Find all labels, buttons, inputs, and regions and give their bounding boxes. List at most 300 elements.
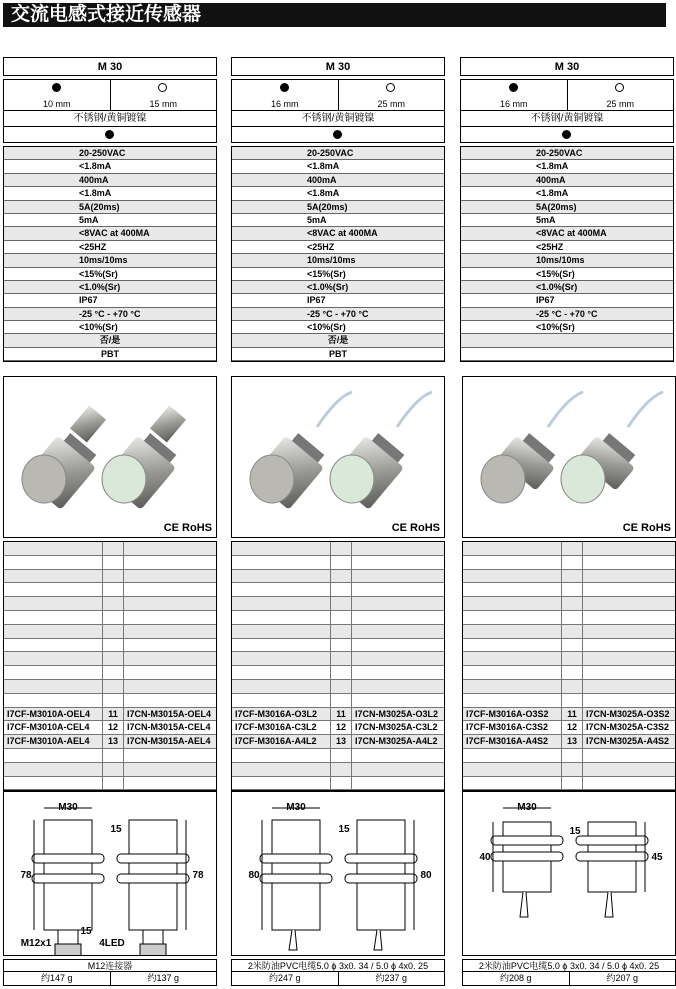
spec-row: 20-250VAC <box>4 147 216 160</box>
model-code <box>124 680 216 693</box>
model-code <box>232 597 330 610</box>
spec-row: -25 °C - +70 °C <box>232 308 444 321</box>
spec-row: <8VAC at 400MA <box>461 227 673 240</box>
flush-distance <box>461 80 567 110</box>
model-code <box>583 749 675 762</box>
filled-circle-icon <box>333 130 342 139</box>
model-code <box>463 652 561 665</box>
model-code: I7CN-M3015A-CEL4 <box>127 722 211 733</box>
model-code <box>583 680 675 693</box>
nonflush-distance-value: 25 mm <box>606 99 634 109</box>
model-code: I7CN-M3015A-AEL4 <box>127 736 211 747</box>
model-code <box>232 583 330 596</box>
wiring-code <box>561 749 583 762</box>
wiring-code: 13 <box>102 735 124 748</box>
wiring-code <box>561 570 583 583</box>
spec-row: <15%(Sr) <box>461 268 673 281</box>
wiring-code <box>561 666 583 679</box>
table-row <box>232 680 444 694</box>
model-code <box>583 694 675 707</box>
table-row <box>4 666 216 680</box>
table-row <box>463 735 675 749</box>
table-row <box>232 639 444 653</box>
model-code <box>4 611 102 624</box>
model-code <box>352 666 444 679</box>
table-row <box>4 570 216 584</box>
model-code <box>4 542 102 555</box>
model-code <box>583 625 675 638</box>
model-code: I7CF-M3010A-AEL4 <box>7 736 90 747</box>
wiring-code <box>102 542 124 555</box>
spec-row: 10ms/10ms <box>232 254 444 267</box>
spec-row: <1.8mA <box>232 160 444 173</box>
wiring-code <box>102 763 124 776</box>
model-code <box>4 639 102 652</box>
model-code: I7CN-M3025A-A4S2 <box>586 736 670 747</box>
model-code <box>352 556 444 569</box>
model-code <box>352 625 444 638</box>
model-size: M 30 <box>231 57 445 76</box>
model-code <box>232 777 330 790</box>
dim-height-right: 45 <box>651 852 663 863</box>
flush-distance <box>232 80 338 110</box>
wiring-code <box>561 625 583 638</box>
wiring-code <box>561 777 583 790</box>
model-code <box>463 666 561 679</box>
wiring-code <box>102 597 124 610</box>
model-code <box>4 570 102 583</box>
table-row <box>463 763 675 777</box>
table-row <box>4 625 216 639</box>
spec-row: PBT <box>4 348 216 361</box>
table-row <box>232 708 444 722</box>
table-row <box>4 680 216 694</box>
model-code <box>463 556 561 569</box>
wiring-code <box>330 749 352 762</box>
table-row <box>232 666 444 680</box>
connection-type: 2米防油PVC电缆5.0 ϕ 3x0. 34 / 5.0 ϕ 4x0. 25 <box>231 959 445 972</box>
sensor-outline <box>32 820 104 955</box>
spec-row: <10%(Sr) <box>4 321 216 334</box>
wiring-code <box>330 694 352 707</box>
weight-row <box>3 972 217 986</box>
model-code: I7CF-M3016A-C3S2 <box>466 722 549 733</box>
spec-row: 5mA <box>232 214 444 227</box>
model-code <box>583 597 675 610</box>
model-code <box>4 597 102 610</box>
wiring-code: 12 <box>330 721 352 734</box>
dim-height-left: 40 <box>479 852 491 863</box>
model-code: I7CF-M3016A-O3S2 <box>466 708 549 719</box>
model-code <box>232 639 330 652</box>
nonflush-distance-value: 25 mm <box>377 99 405 109</box>
table-row <box>232 583 444 597</box>
empty-circle-icon <box>615 83 624 92</box>
spec-row: IP67 <box>461 294 673 307</box>
wiring-code <box>561 611 583 624</box>
table-row <box>463 542 675 556</box>
model-size: M 30 <box>460 57 674 76</box>
wiring-code <box>330 777 352 790</box>
empty-circle-icon <box>386 83 395 92</box>
spec-row: 否/是 <box>4 334 216 347</box>
model-code <box>583 639 675 652</box>
connection-type: 2米防油PVC电缆5.0 ϕ 3x0. 34 / 5.0 ϕ 4x0. 25 <box>462 959 676 972</box>
table-row <box>4 542 216 556</box>
model-code: I7CN-M3025A-C3L2 <box>355 722 438 733</box>
filled-circle-icon <box>52 83 61 92</box>
table-row <box>4 708 216 722</box>
table-row <box>463 583 675 597</box>
table-row <box>4 749 216 763</box>
spec-row: <25HZ <box>4 241 216 254</box>
sensor-image <box>561 392 663 503</box>
connection-type: M12连接器 <box>3 959 217 972</box>
sensor-outline <box>491 822 563 917</box>
table-row <box>4 597 216 611</box>
table-row <box>232 542 444 556</box>
model-code <box>124 763 216 776</box>
weight-row <box>231 972 445 986</box>
nonflush-distance <box>338 80 445 110</box>
spec-row: 400mA <box>232 174 444 187</box>
wiring-code <box>330 556 352 569</box>
model-code <box>4 749 102 762</box>
model-code <box>124 597 216 610</box>
model-code <box>4 652 102 665</box>
model-code: I7CF-M3016A-A4S2 <box>466 736 549 747</box>
model-code <box>352 639 444 652</box>
led-label: 4LED <box>99 938 125 949</box>
spec-row: <1.8mA <box>461 187 673 200</box>
flush-distance <box>4 80 110 110</box>
model-code <box>352 597 444 610</box>
order-code-table <box>3 541 217 791</box>
spec-list <box>231 146 445 362</box>
model-code <box>124 749 216 762</box>
model-code <box>4 666 102 679</box>
model-code <box>352 611 444 624</box>
wiring-code <box>102 694 124 707</box>
model-code: I7CN-M3015A-OEL4 <box>127 708 212 719</box>
model-code <box>463 777 561 790</box>
model-code <box>583 611 675 624</box>
table-row <box>463 666 675 680</box>
model-code: I7CF-M3016A-A4L2 <box>235 736 317 747</box>
flush-distance-value: 16 mm <box>270 99 299 109</box>
model-code <box>124 694 216 707</box>
spec-row <box>461 348 673 361</box>
wiring-code <box>102 639 124 652</box>
model-code <box>352 777 444 790</box>
spec-row: 10ms/10ms <box>4 254 216 267</box>
table-row <box>232 597 444 611</box>
spec-row: <10%(Sr) <box>232 321 444 334</box>
wiring-code <box>330 666 352 679</box>
model-code <box>352 570 444 583</box>
thread-label: M12x1 <box>20 938 52 949</box>
spec-row: <1.0%(Sr) <box>4 281 216 294</box>
wiring-code: 13 <box>561 735 583 748</box>
wiring-code <box>561 763 583 776</box>
dim-height-right: 80 <box>420 870 432 881</box>
sensing-distance <box>231 79 445 111</box>
wiring-code: 11 <box>561 708 583 721</box>
model-code <box>352 763 444 776</box>
sensing-distance <box>3 79 217 111</box>
wiring-code <box>330 763 352 776</box>
dim-diameter: M30 <box>517 802 537 813</box>
filled-circle-icon <box>105 130 114 139</box>
model-code <box>232 666 330 679</box>
model-code <box>124 556 216 569</box>
order-code-table <box>462 541 676 791</box>
wiring-code <box>102 666 124 679</box>
model-code <box>232 694 330 707</box>
model-code <box>124 777 216 790</box>
wiring-code <box>102 680 124 693</box>
table-row <box>4 652 216 666</box>
model-code <box>232 625 330 638</box>
spec-row: <1.0%(Sr) <box>461 281 673 294</box>
dimension-drawing <box>462 791 676 956</box>
wiring-code <box>330 625 352 638</box>
filled-circle-icon <box>280 83 289 92</box>
model-code <box>4 625 102 638</box>
model-code <box>463 694 561 707</box>
table-row <box>4 583 216 597</box>
wiring-code <box>102 570 124 583</box>
model-code <box>232 763 330 776</box>
wiring-code <box>102 556 124 569</box>
dim-offset: 15 <box>569 826 581 837</box>
wiring-code <box>561 680 583 693</box>
wiring-code <box>330 597 352 610</box>
model-code <box>124 583 216 596</box>
filled-circle-icon <box>509 83 518 92</box>
sensor-image <box>330 392 432 510</box>
table-row <box>4 777 216 791</box>
model-code <box>352 542 444 555</box>
wiring-code: 13 <box>330 735 352 748</box>
spec-row: 否/是 <box>232 334 444 347</box>
spec-row: <1.8mA <box>4 187 216 200</box>
wiring-code <box>561 597 583 610</box>
model-code <box>352 694 444 707</box>
weight-value: 约207 g <box>569 972 676 985</box>
housing-material: 不锈钢/黄铜镀镍 <box>3 111 217 127</box>
model-code <box>124 542 216 555</box>
weight-value: 约237 g <box>338 972 445 985</box>
model-code <box>583 583 675 596</box>
sensing-distance <box>460 79 674 111</box>
wiring-code <box>561 556 583 569</box>
flush-distance-value: 16 mm <box>499 99 528 109</box>
weight-value: 约208 g <box>499 973 532 983</box>
page-title: 交流电感式接近传感器 <box>3 3 666 27</box>
model-code: I7CF-M3016A-O3L2 <box>235 708 318 719</box>
product-column <box>231 57 445 362</box>
nonflush-distance <box>110 80 217 110</box>
spec-row: 5A(20ms) <box>232 201 444 214</box>
table-row <box>463 694 675 708</box>
spec-row: <8VAC at 400MA <box>232 227 444 240</box>
sensor-outline <box>576 822 648 917</box>
model-code <box>4 556 102 569</box>
spec-row: 20-250VAC <box>461 147 673 160</box>
flush-mount-indicator <box>460 127 674 143</box>
spec-row: 5mA <box>4 214 216 227</box>
spec-row: <25HZ <box>461 241 673 254</box>
wiring-code <box>330 570 352 583</box>
table-row <box>232 611 444 625</box>
model-code: I7CF-M3010A-OEL4 <box>7 708 91 719</box>
table-row <box>463 777 675 791</box>
table-row <box>463 749 675 763</box>
ce-rohs-mark: CE RoHS <box>391 522 440 534</box>
product-photo <box>3 376 217 538</box>
table-row <box>232 777 444 791</box>
spec-row: <1.8mA <box>232 187 444 200</box>
spec-row: IP67 <box>232 294 444 307</box>
spec-list <box>3 146 217 362</box>
product-column <box>3 57 217 362</box>
model-code <box>124 625 216 638</box>
wiring-code <box>102 652 124 665</box>
table-row <box>463 708 675 722</box>
wiring-code: 12 <box>102 721 124 734</box>
model-code <box>583 570 675 583</box>
model-code <box>463 583 561 596</box>
dim-height-left: 80 <box>248 870 260 881</box>
model-code <box>463 639 561 652</box>
model-code <box>463 749 561 762</box>
housing-material: 不锈钢/黄铜镀镍 <box>231 111 445 127</box>
filled-circle-icon <box>562 130 571 139</box>
wiring-code <box>102 749 124 762</box>
wiring-code <box>330 652 352 665</box>
weight-value: 约147 g <box>40 973 73 983</box>
wiring-code <box>561 694 583 707</box>
model-size: M 30 <box>3 57 217 76</box>
model-code <box>583 542 675 555</box>
table-row <box>4 763 216 777</box>
table-row <box>463 556 675 570</box>
model-code <box>463 625 561 638</box>
order-code-table <box>231 541 445 791</box>
wiring-code <box>102 777 124 790</box>
model-code <box>232 570 330 583</box>
table-row <box>232 556 444 570</box>
model-code <box>124 570 216 583</box>
dim-diameter: M30 <box>58 802 78 813</box>
spec-row: <15%(Sr) <box>232 268 444 281</box>
model-code <box>463 611 561 624</box>
dimension-drawing <box>3 791 217 956</box>
model-code <box>232 652 330 665</box>
spec-row: IP67 <box>4 294 216 307</box>
spec-row: -25 °C - +70 °C <box>4 308 216 321</box>
table-row <box>232 694 444 708</box>
wiring-code <box>102 611 124 624</box>
spec-row <box>461 334 673 347</box>
flush-distance-value: 10 mm <box>42 99 71 109</box>
model-code <box>124 652 216 665</box>
model-code <box>232 611 330 624</box>
table-row <box>463 625 675 639</box>
flush-mount-indicator <box>3 127 217 143</box>
wiring-code <box>330 639 352 652</box>
table-row <box>232 721 444 735</box>
spec-row: 5A(20ms) <box>461 201 673 214</box>
dim-offset: 15 <box>338 824 350 835</box>
table-row <box>4 735 216 749</box>
table-row <box>4 694 216 708</box>
empty-circle-icon <box>158 83 167 92</box>
model-code <box>463 542 561 555</box>
ce-rohs-mark: CE RoHS <box>622 522 671 534</box>
sensor-outline <box>345 820 417 950</box>
wiring-code <box>330 680 352 693</box>
product-column <box>460 57 674 362</box>
spec-row: 20-250VAC <box>232 147 444 160</box>
sensor-outline <box>260 820 332 950</box>
dim-offset: 15 <box>110 824 122 835</box>
spec-row: 5mA <box>461 214 673 227</box>
model-code <box>4 763 102 776</box>
weight-value: 约137 g <box>110 972 217 985</box>
model-code <box>232 680 330 693</box>
spec-row: <8VAC at 400MA <box>4 227 216 240</box>
wiring-code: 12 <box>561 721 583 734</box>
flush-mount-indicator <box>231 127 445 143</box>
model-code <box>583 666 675 679</box>
wiring-code <box>561 542 583 555</box>
model-code: I7CN-M3025A-O3L2 <box>355 708 439 719</box>
table-row <box>463 680 675 694</box>
model-code <box>4 694 102 707</box>
wiring-code: 11 <box>330 708 352 721</box>
model-code <box>463 763 561 776</box>
table-row <box>463 721 675 735</box>
wiring-code: 11 <box>102 708 124 721</box>
model-code: I7CN-M3025A-O3S2 <box>586 708 670 719</box>
wiring-code <box>561 583 583 596</box>
model-code <box>124 639 216 652</box>
model-code: I7CF-M3010A-CEL4 <box>7 722 90 733</box>
table-row <box>463 570 675 584</box>
table-row <box>4 556 216 570</box>
model-code <box>583 556 675 569</box>
model-code <box>352 680 444 693</box>
table-row <box>463 639 675 653</box>
weight-row <box>462 972 676 986</box>
table-row <box>232 652 444 666</box>
wiring-code <box>561 639 583 652</box>
wiring-code <box>330 583 352 596</box>
spec-row: 10ms/10ms <box>461 254 673 267</box>
spec-row: <10%(Sr) <box>461 321 673 334</box>
table-row <box>4 639 216 653</box>
spec-row: 400mA <box>4 174 216 187</box>
model-code <box>4 680 102 693</box>
dim-height-left: 78 <box>20 870 32 881</box>
spec-list <box>460 146 674 362</box>
wiring-code <box>102 583 124 596</box>
model-code <box>124 611 216 624</box>
spec-row: <25HZ <box>232 241 444 254</box>
wiring-code <box>330 611 352 624</box>
